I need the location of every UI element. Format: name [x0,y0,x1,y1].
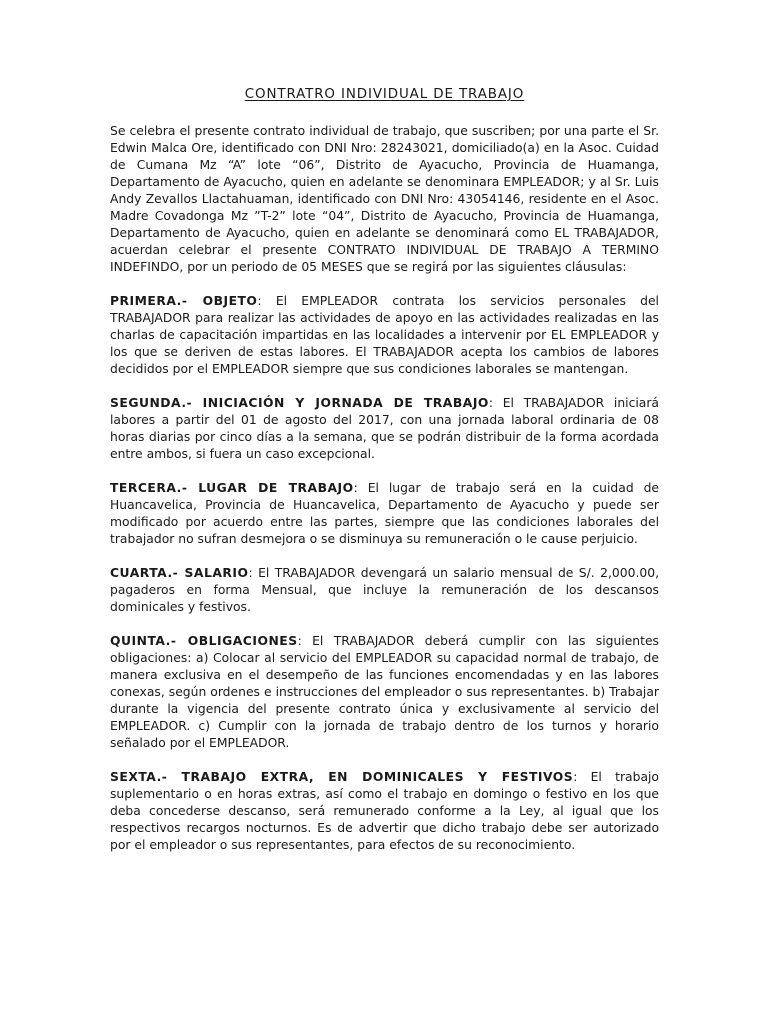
clause-primera [110,293,659,378]
clause-cuarta [110,565,659,616]
clause-quinta [110,633,659,752]
document-page [110,86,659,871]
clause-tercera [110,480,659,548]
clause-heading: PRIMERA.- OBJETO [110,294,258,308]
clause-text: : El EMPLEADOR contrata los servicios personales del TRABAJADOR para realizar las actividades de apoyo en las actividades realizadas en las charlas de capacitación impartidas en las localidades a intervenir por EL EMPLEADOR y los que se deriven de estas labores. El TRABAJADOR acepta los cambios de labores decididos por el EMPLEADOR siempre que sus condiciones laborales se mantengan. [110,294,659,376]
clause-heading: SEXTA.- TRABAJO EXTRA, EN DOMINICALES Y FESTIVOS [110,770,574,784]
clause-text: : El lugar de trabajo será en la cuidad de Huancavelica, Provincia de Huancavelica, Departamento de Ayacucho y puede ser modificado por acuerdo entre las partes, siempre que las condiciones laborales del trabajador no sufran desmejora o se disminuya su remuneración o le cause perjuicio. [110,481,659,546]
clause-text: : El TRABAJADOR devengará un salario mensual de S/. 2,000.00, pagaderos en forma Mensual, que incluye la remuneración de los descansos dominicales y festivos. [110,566,659,614]
document-title: CONTRATRO INDIVIDUAL DE TRABAJO [244,87,525,102]
clause-heading: QUINTA.- OBLIGACIONES [110,634,298,648]
clause-heading: SEGUNDA.- INICIACIÓN Y JORNADA DE TRABAJO [110,396,489,410]
clause-segunda [110,395,659,463]
clause-heading: CUARTA.- SALARIO [110,566,249,580]
clause-heading: TERCERA.- LUGAR DE TRABAJO [110,481,354,495]
clause-text: : El TRABAJADOR iniciará labores a partir del 01 de agosto del 2017, con una jornada laboral ordinaria de 08 horas diarias por cinco días a la semana, que se podrán distribuir de la forma acordada entre ambos, si fuera un caso excepcional. [110,396,659,461]
intro-paragraph: Se celebra el presente contrato individual de trabajo, que suscriben; por una parte el Sr. Edwin Malca Ore, identificado con DNI Nro: 28243021, domiciliado(a) en la Asoc. Cuidad de Cumana Mz “A” lote “06”, Distrito de Ayacucho, Provincia de Huamanga, Departamento de Ayacucho, quien en adelante se denominara EMPLEADOR; y al Sr. Luis Andy Zevallos Llactahuaman, identificado con DNI Nro: 43054146, residente en el Asoc. Madre Covadonga Mz ”T-2” lote “04”, Distrito de Ayacucho, Provincia de Huamanga, Departamento de Ayacucho, quien en adelante se denominará como EL TRABAJADOR, acuerdan celebrar el presente CONTRATO INDIVIDUAL DE TRABAJO A TERMINO INDEFINDO, por un periodo de 05 MESES que se regirá por las siguientes cláusulas: [110,124,659,274]
clause-text: : El trabajo suplementario o en horas extras, así como el trabajo en domingo o festivo en los que deba concederse descanso, será remunerado conforme a la Ley, al igual que los respectivos recargos nocturnos. Es de advertir que dicho trabajo debe ser autorizado por el empleador o sus representantes, para efectos de su reconocimiento. [110,770,659,852]
clause-sexta [110,769,659,854]
clause-text: : El TRABAJADOR deberá cumplir con las siguientes obligaciones: a) Colocar al servicio del EMPLEADOR su capacidad normal de trabajo, de manera exclusiva en el desempeño de las funciones encomendadas y en las labores conexas, según ordenes e instrucciones del empleador o sus representantes. b) Trabajar durante la vigencia del presente contrato única y exclusivamente al servicio del EMPLEADOR. c) Cumplir con la jornada de trabajo dentro de los turnos y horario señalado por el EMPLEADOR. [110,634,659,750]
